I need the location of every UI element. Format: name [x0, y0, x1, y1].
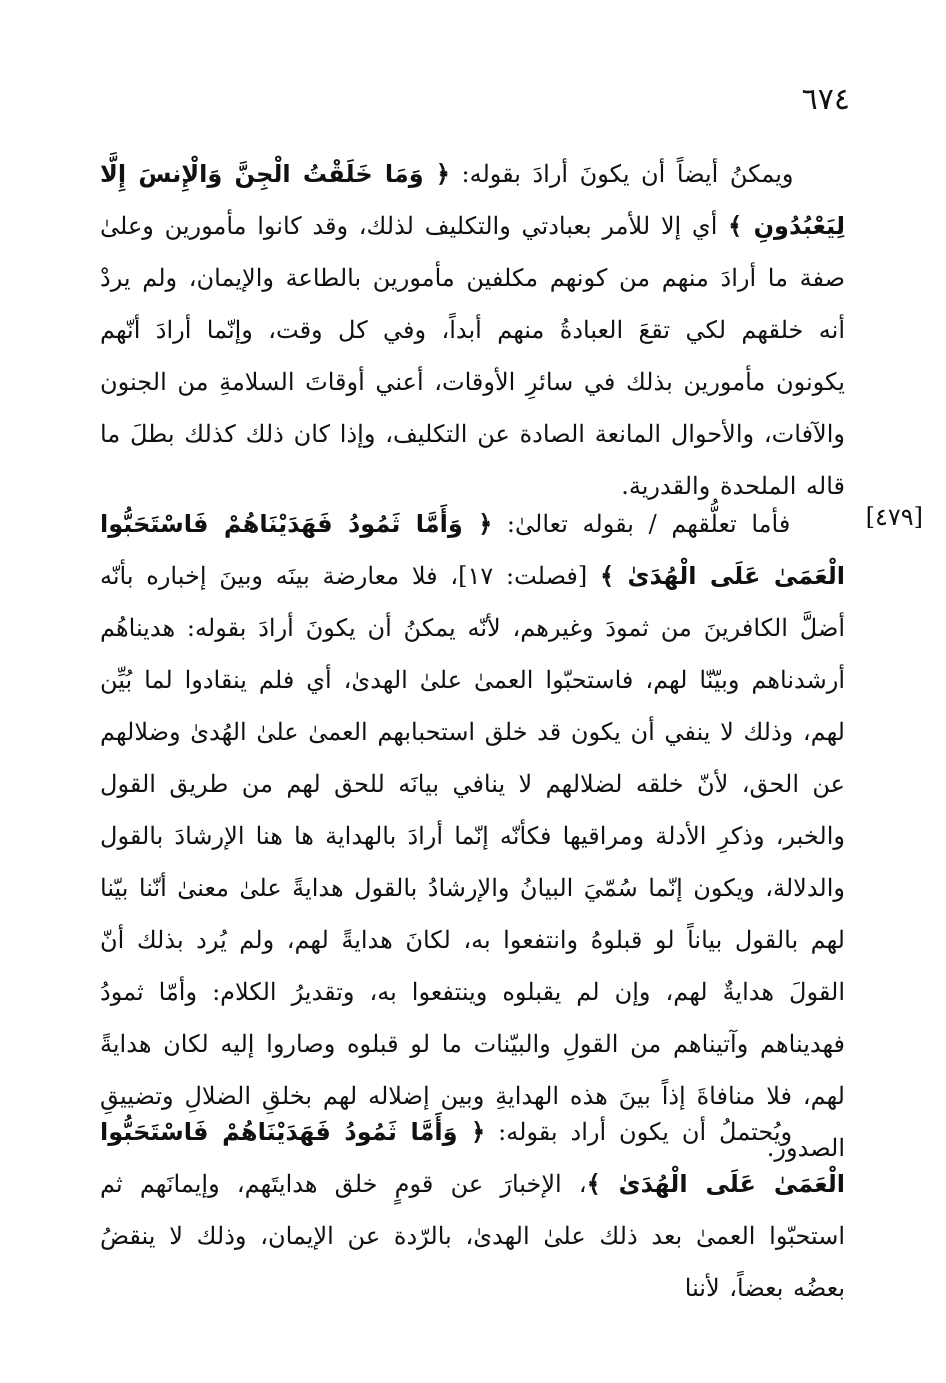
paragraph-3-body: ، الإخبارَ عن قومٍ خلق هدايتَهم، وإيمانَهم ثم استحبّوا العمىٰ بعد ذلك علىٰ الهدىٰ، بالرّدة عن الإيمان، وذلك لا ينقضُ بعضُه بعضاً، لأننا — [100, 1170, 845, 1302]
paragraph-2-body: [فصلت: ١٧]، فلا معارضة بينَه وبينَ إخباره بأنّه أضلَّ الكافرينَ من ثمودَ وغيرهم، لأنّه يمكنُ أن يكونَ أرادَ بقوله: هديناهُم أرشدناهم وبيّنّا لهم، فاستحبّوا العمىٰ علىٰ الهدىٰ، أي فلم ينقادوا لما بُيِّن لهم، وذلك لا ينفي أن يكون قد خلق استحبابهم العمىٰ علىٰ الهُدىٰ وضلالهم عن الحق، لأنّ خلقه لضلالهم لا ينافي بيانَه للحق لهم من طريق القول والخبر، وذكرِ الأدلة ومراقيها فكأنّه إنّما أرادَ بالهداية ها هنا الإرشادَ بالقول والدلالة، ويكون إنّما سُمّيَ البيانُ والإرشادُ بالقول هدايةً علىٰ معنىٰ أنّنا بيّنا لهم بالقول بياناً لو قبلوهُ وانتفعوا به، لكانَ هدايةً لهم، ولم يُرد بذلك أنّ القولَ هدايةٌ لهم، وإن لم يقبلوه وينتفعوا به، وتقديرُ الكلام: وأمّا ثمودُ فهديناهم وآتيناهم من القولِ والبيّنات ما لو قبلوه وصاروا إليه لكان هدايةً لهم، فلا منافاةَ إذاً بينَ هذه الهدايةِ وبين إضلاله لهم بخلقِ الضلالِ وتضييقِ الصدور. — [100, 562, 846, 1162]
quran-verse-2: ﴿ وَأَمَّا ثَمُودُ فَهَدَيْنَاهُمْ فَاسْتَحَبُّوا الْعَمَىٰ عَلَى الْهُدَىٰ ﴾ — [100, 510, 845, 590]
page-reference-marker: [٤٧٩] — [865, 503, 923, 531]
paragraph-3 — [100, 1106, 845, 1314]
page-number: ٦٧٤ — [801, 82, 850, 117]
paragraph-3-intro: ويُحتملُ أن يكون أراد بقوله: — [498, 1118, 793, 1146]
paragraph-1-body: أي إلا للأمر بعبادتي والتكليف لذلك، وقد كانوا مأمورين وعلىٰ صفة ما أرادَ منهم من كونهم مكلفين مأمورين بالطاعة والإيمان، ولم يردْ أنه خلقهم لكي تقعَ العبادةُ منهم أبداً، وفي كل وقت، وإنّما أرادَ أنّهم يكونون مأمورين بذلك في سائرِ الأوقات، أعني أوقاتَ السلامةِ من الجنون والآفات، والأحوال المانعة الصادة عن التكليف، وإذا كان ذلك كذلك بطلَ ما قاله الملحدة والقدرية. — [100, 212, 845, 500]
quran-verse-3: ﴿ وَأَمَّا ثَمُودُ فَهَدَيْنَاهُمْ فَاسْتَحَبُّوا الْعَمَىٰ عَلَى الْهُدَىٰ ﴾ — [100, 1118, 845, 1198]
paragraph-2 — [100, 498, 845, 1174]
paragraph-2-intro: فأما تعلُّقهم / بقوله تعالىٰ: — [506, 510, 791, 538]
paragraph-1-intro: ويمكنُ أيضاً أن يكونَ أرادَ بقوله: — [461, 160, 794, 188]
quran-verse-1: ﴿ وَمَا خَلَقْتُ الْجِنَّ وَالْإِنسَ إِلَّا لِيَعْبُدُونِ ﴾ — [100, 160, 845, 240]
paragraph-1 — [100, 148, 845, 512]
